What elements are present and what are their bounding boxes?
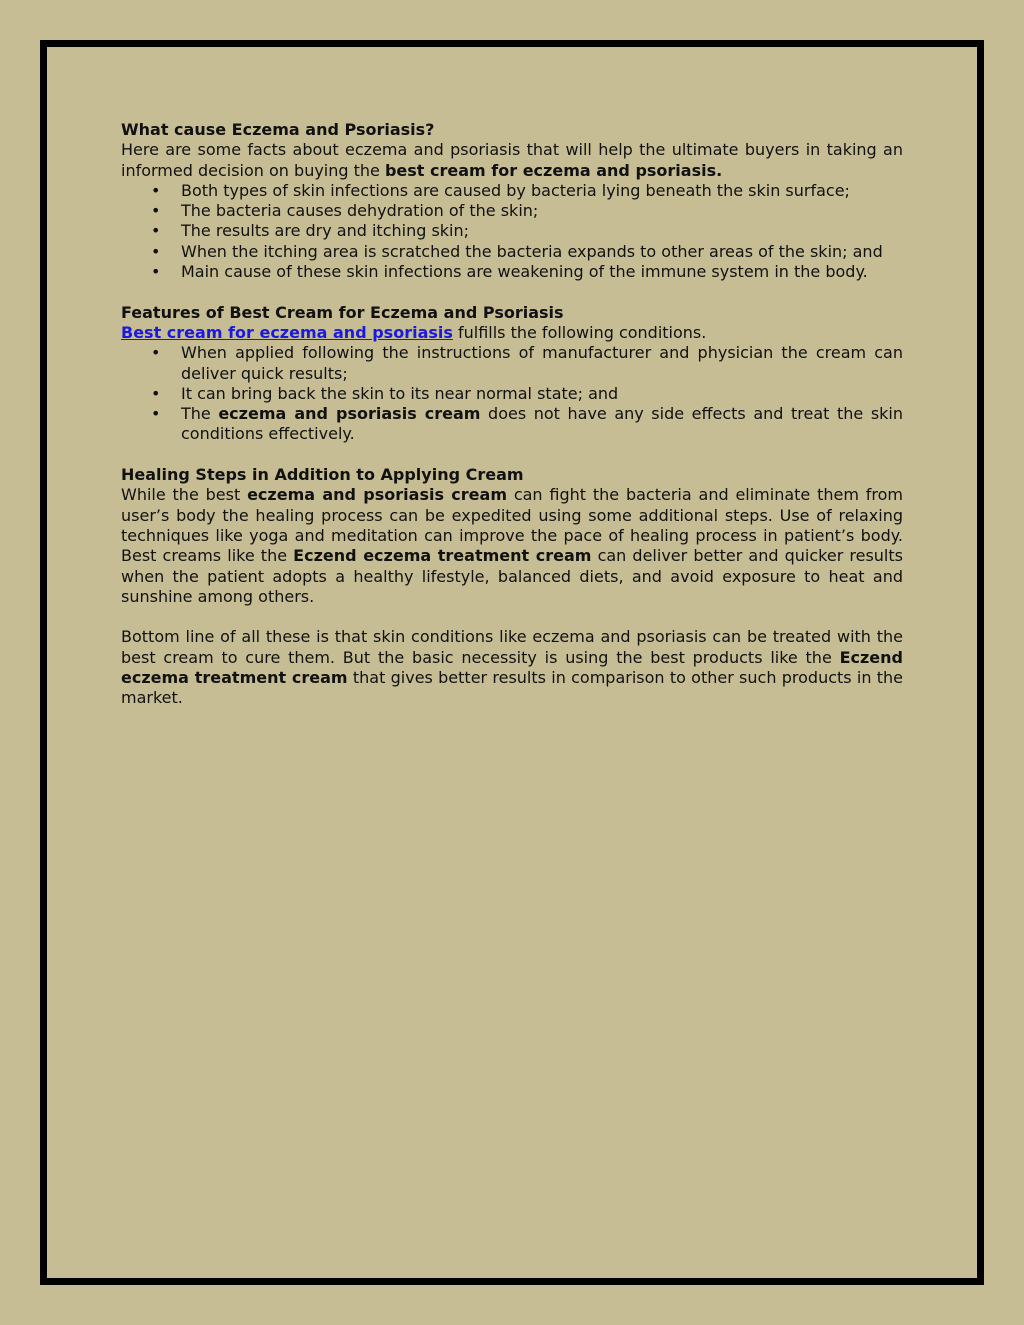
list-item-text: The [181, 404, 219, 424]
healing-paragraph [121, 485, 903, 607]
heading-what-cause: What cause Eczema and Psoriasis? [121, 120, 435, 139]
list-item-text: does not have any side effects and treat the skin conditions effectively. [181, 404, 904, 444]
heading-healing-steps: Healing Steps in Addition to Applying Cream [121, 465, 524, 485]
bullet-icon: • [151, 262, 161, 282]
features-intro [121, 323, 903, 343]
list-item-text: When the itching area is scratched the bacteria expands to other areas of the skin; and [181, 241, 883, 261]
list-item-text: The bacteria causes dehydration of the skin; [181, 201, 539, 221]
causes-list [121, 181, 903, 282]
paragraph-text: Bottom line of all these is that skin conditions like eczema and psoriasis can be treated with the best cream to cure them. But the basic necessity is using the best products like the [121, 627, 903, 667]
bottom-line-paragraph [121, 627, 903, 708]
bullet-icon: • [151, 180, 161, 200]
best-cream-link[interactable]: Best cream for eczema and psoriasis [121, 322, 453, 342]
list-item [121, 384, 903, 404]
bullet-icon: • [151, 404, 161, 424]
list-item [121, 181, 903, 201]
paragraph-bold: Eczend eczema treatment cream [293, 546, 592, 566]
list-item-text: It can bring back the skin to its near normal state; and [181, 383, 619, 403]
features-intro-text: fulfills the following conditions. [452, 322, 707, 342]
paragraph-bold: eczema and psoriasis cream [247, 485, 507, 505]
list-item [121, 221, 903, 241]
list-item [121, 242, 903, 262]
bullet-icon: • [151, 383, 161, 403]
intro-bold: best cream for eczema and psoriasis. [384, 160, 723, 180]
list-item-text: Main cause of these skin infections are weakening of the immune system in the body. [181, 262, 868, 282]
intro-text: Here are some facts about eczema and psoriasis that will help the ultimate buyers in taking an informed decision on buying the [121, 140, 903, 180]
bullet-icon: • [151, 343, 161, 363]
paragraph-text: can deliver better and quicker results when the patient adopts a healthy lifestyle, balanced diets, and avoid exposure to heat and sunshine among others. [121, 546, 903, 606]
paragraph-text: can fight the bacteria and eliminate them from user’s body the healing process can be expedited using some additional steps. Use of relaxing techniques like yoga and meditation can improve the pace of healing process in patient’s body. Best creams like the [121, 485, 904, 566]
list-item-bold: eczema and psoriasis cream [218, 404, 481, 424]
document-body [121, 120, 903, 709]
heading-features: Features of Best Cream for Eczema and Psoriasis [121, 302, 564, 322]
paragraph-bold: Eczend eczema treatment cream [121, 647, 903, 688]
intro-paragraph [121, 140, 903, 181]
paragraph-text: While the best [121, 485, 248, 505]
list-item [121, 404, 903, 445]
bullet-icon: • [151, 201, 161, 221]
features-list [121, 343, 903, 444]
list-item-text: The results are dry and itching skin; [181, 221, 470, 241]
list-item-text: When applied following the instructions of manufacturer and physician the cream can deliver quick results; [181, 343, 903, 383]
list-item [121, 262, 903, 282]
list-item [121, 201, 903, 221]
list-item-text: Both types of skin infections are caused by bacteria lying beneath the skin surface; [181, 180, 850, 200]
bullet-icon: • [151, 221, 161, 241]
paragraph-text: that gives better results in comparison to other such products in the market. [121, 668, 903, 708]
list-item [121, 343, 903, 384]
bullet-icon: • [151, 241, 161, 261]
